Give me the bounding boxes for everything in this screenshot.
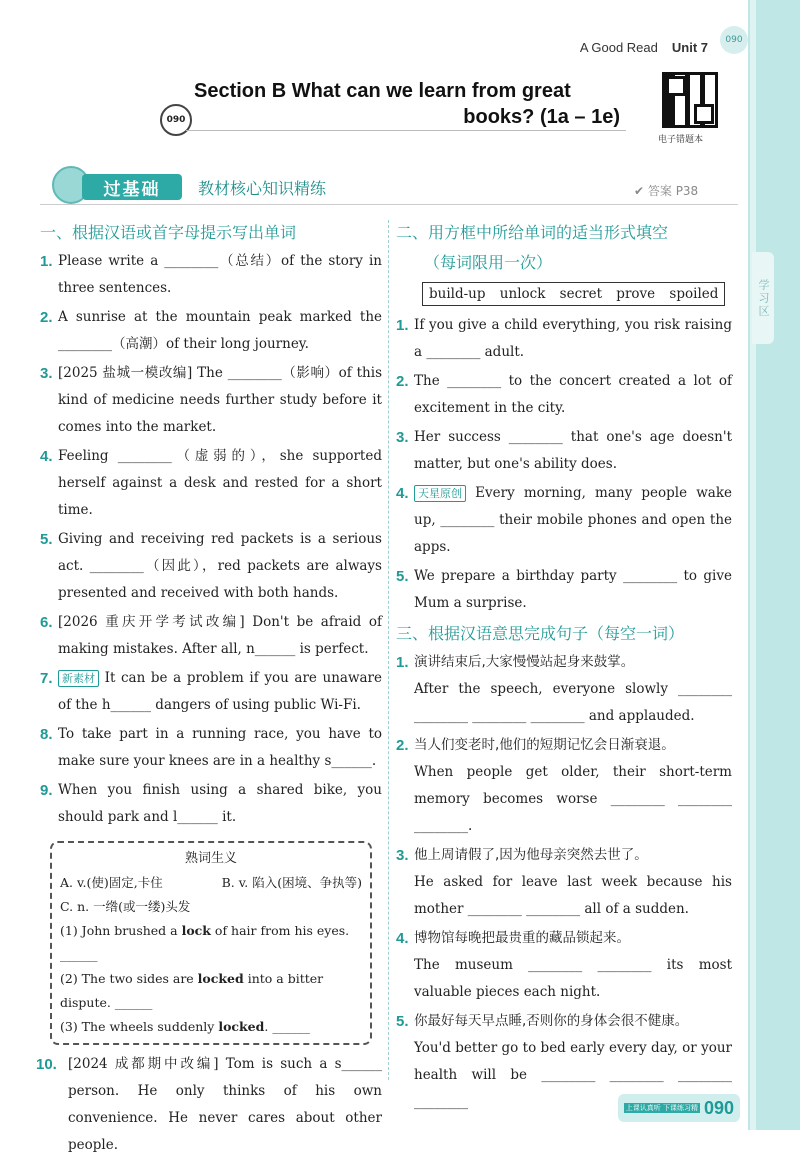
- right-column: [396, 218, 732, 1118]
- exercise-item: [40, 360, 382, 441]
- item-text: If you give a child everything, you risk raising a ________ adult.: [414, 317, 732, 360]
- title-line-1: Section B What can we learn from great: [194, 80, 571, 102]
- item-number: 9.: [40, 782, 53, 799]
- item-english: After the speech, everyone slowly ________ ________ ________ ________ and applauded.: [414, 681, 732, 724]
- side-tab: 学习区: [752, 252, 774, 344]
- item-number: 10.: [36, 1056, 57, 1073]
- item-number: 6.: [40, 614, 53, 631]
- section-2-heading: 二、用方框中所给单词的适当形式填空: [396, 223, 669, 242]
- exercise-item: [396, 312, 732, 366]
- vocab-meaning-a: A. v.(使)固定,卡住: [60, 875, 163, 890]
- item-english: He asked for leave last week because his mother ________ ________ all of a sudden.: [414, 874, 732, 917]
- translation-item: [396, 925, 732, 1006]
- exercise-item: [396, 424, 732, 478]
- item-text: We prepare a birthday party ________ to give Mum a surprise.: [414, 568, 732, 611]
- item-chinese: 博物馆每晚把最贵重的藏品锁起来。: [414, 930, 630, 946]
- item-text: Every morning, many people wake up, ________ their mobile phones and open the apps.: [414, 485, 732, 555]
- item-text: Her success ________ that one's age doesn't matter, but one's ability does.: [414, 429, 732, 472]
- answer-reference: ✔ 答案 P38: [634, 184, 699, 198]
- item-text: The ________ to the concert created a lot of excitement in the city.: [414, 373, 732, 416]
- exercise-item: [36, 1051, 382, 1159]
- section-2-subheading: （每词限用一次）: [424, 253, 553, 272]
- vocab-title: 熟词生义: [184, 851, 237, 866]
- exercise-item: [40, 777, 382, 831]
- translation-item: [396, 732, 732, 840]
- item-text: It can be a problem if you are unaware of the h______ dangers of using public Wi-Fi.: [58, 670, 382, 713]
- vocab-sentence-2: (2) The two sides are locked into a bitter dispute. ______: [60, 971, 324, 1010]
- footer-slogan: 上课认真听 下课练习精: [625, 1104, 698, 1112]
- item-text: [2026 重庆开学考试改编] Don't be afraid of making mistakes. After all, n______ is perfect.: [58, 614, 382, 657]
- translation-item: [396, 649, 732, 730]
- corner-mascot-icon: 090: [720, 26, 748, 54]
- item-number: 7.: [40, 670, 53, 687]
- item-number: 1.: [396, 317, 409, 334]
- item-chinese: 你最好每天早点睡,否则你的身体会很不健康。: [414, 1013, 689, 1029]
- item-number: 1.: [396, 654, 409, 671]
- page-number: 090: [703, 1097, 734, 1118]
- banner-divider: [40, 204, 738, 205]
- item-number: 2.: [396, 373, 409, 390]
- section-1-heading: 一、根据汉语或首字母提示写出单词: [40, 223, 297, 242]
- section-banner-label: 过基础: [82, 174, 182, 200]
- item-text: Please write a ________（总结）of the story in three sentences.: [58, 253, 382, 296]
- item-number: 2.: [40, 309, 53, 326]
- item-number: 2.: [396, 737, 409, 754]
- exercise-item: [396, 368, 732, 422]
- word-bank-box: build-up unlock secret prove spoiled: [422, 282, 725, 306]
- title-underline: [186, 130, 626, 131]
- item-chinese: 演讲结束后,大家慢慢站起身来鼓掌。: [414, 654, 635, 670]
- vocab-sentence-3: (3) The wheels suddenly locked. ______: [60, 1019, 310, 1034]
- title-line-2: books? (1a – 1e): [463, 106, 620, 128]
- page-title: [190, 78, 620, 130]
- running-head: [580, 40, 708, 55]
- exercise-item: [396, 563, 732, 617]
- item-number: 4.: [40, 448, 53, 465]
- vocab-box: [50, 841, 372, 1045]
- item-chinese: 他上周请假了,因为他母亲突然去世了。: [414, 847, 648, 863]
- item-number: 5.: [396, 568, 409, 585]
- star-badge-icon: 090: [160, 104, 192, 136]
- vocab-meaning-b: B. v. 陷入(困境、争执等): [221, 875, 362, 890]
- item-number: 8.: [40, 726, 53, 743]
- item-text: A sunrise at the mountain peak marked the ________（高潮）of their long journey.: [58, 309, 382, 352]
- item-text: [2024 成都期中改编] Tom is such a s______ person. He only thinks of his own convenience. He never cares about other people.: [68, 1056, 382, 1153]
- original-tag: 天星原创: [414, 485, 466, 502]
- column-divider: [388, 220, 389, 1080]
- qr-caption: 电子错题本: [658, 135, 704, 145]
- item-number: 5.: [40, 531, 53, 548]
- item-number: 4.: [396, 930, 409, 947]
- exercise-item: [40, 248, 382, 302]
- item-english: When people get older, their short-term memory becomes worse ________ ________ ________.: [414, 764, 732, 834]
- exercise-item: [40, 304, 382, 358]
- exercise-item: [40, 609, 382, 663]
- item-number: 4.: [396, 485, 409, 502]
- item-text: [2025 盐城一模改编] The ________（影响）of this kind of medicine needs further study before it comes into the market.: [58, 365, 382, 435]
- unit-label: Unit 7: [671, 40, 708, 55]
- item-number: 3.: [396, 429, 409, 446]
- book-title: A Good Read: [579, 40, 658, 55]
- section-banner-subtitle: 教材核心知识精练: [198, 179, 327, 198]
- item-text: Feeling ________（虚弱的），she supported herself against a desk and rested for a short time.: [58, 448, 382, 518]
- exercise-item: [40, 443, 382, 524]
- item-number: 3.: [396, 847, 409, 864]
- answer-reference-text: 答案 P38: [647, 184, 699, 198]
- section-3-heading: 三、根据汉语意思完成句子（每空一词）: [396, 624, 685, 643]
- item-text: When you finish using a shared bike, you should park and l______ it.: [58, 782, 382, 825]
- exercise-item: [40, 721, 382, 775]
- item-number: 1.: [40, 253, 53, 270]
- item-text: Giving and receiving red packets is a serious act. ________（因此），red packets are always presented and received with both hands.: [58, 531, 382, 601]
- qr-code-icon[interactable]: [662, 72, 718, 128]
- item-english: You'd better go to bed early every day, or your health will be ________ ________ ________ ________: [414, 1040, 732, 1110]
- page-footer: [618, 1094, 740, 1122]
- right-margin-stripe: [750, 0, 756, 1130]
- item-number: 5.: [396, 1013, 409, 1030]
- item-english: The museum ________ ________ its most valuable pieces each night.: [414, 957, 732, 1000]
- vocab-sentence-1: (1) John brushed a lock of hair from his eyes. ______: [60, 923, 350, 962]
- item-chinese: 当人们变老时,他们的短期记忆会日渐衰退。: [414, 737, 675, 753]
- exercise-item: [396, 480, 732, 561]
- exercise-item: [40, 526, 382, 607]
- exercise-item: [40, 665, 382, 719]
- item-text: To take part in a running race, you have to make sure your knees are in a healthy s______.: [58, 726, 382, 769]
- vocab-meaning-c: C. n. 一绺(或一缕)头发: [60, 899, 191, 914]
- translation-item: [396, 842, 732, 923]
- left-column: [36, 218, 382, 1159]
- item-number: 3.: [40, 365, 53, 382]
- new-material-tag: 新素材: [58, 670, 99, 687]
